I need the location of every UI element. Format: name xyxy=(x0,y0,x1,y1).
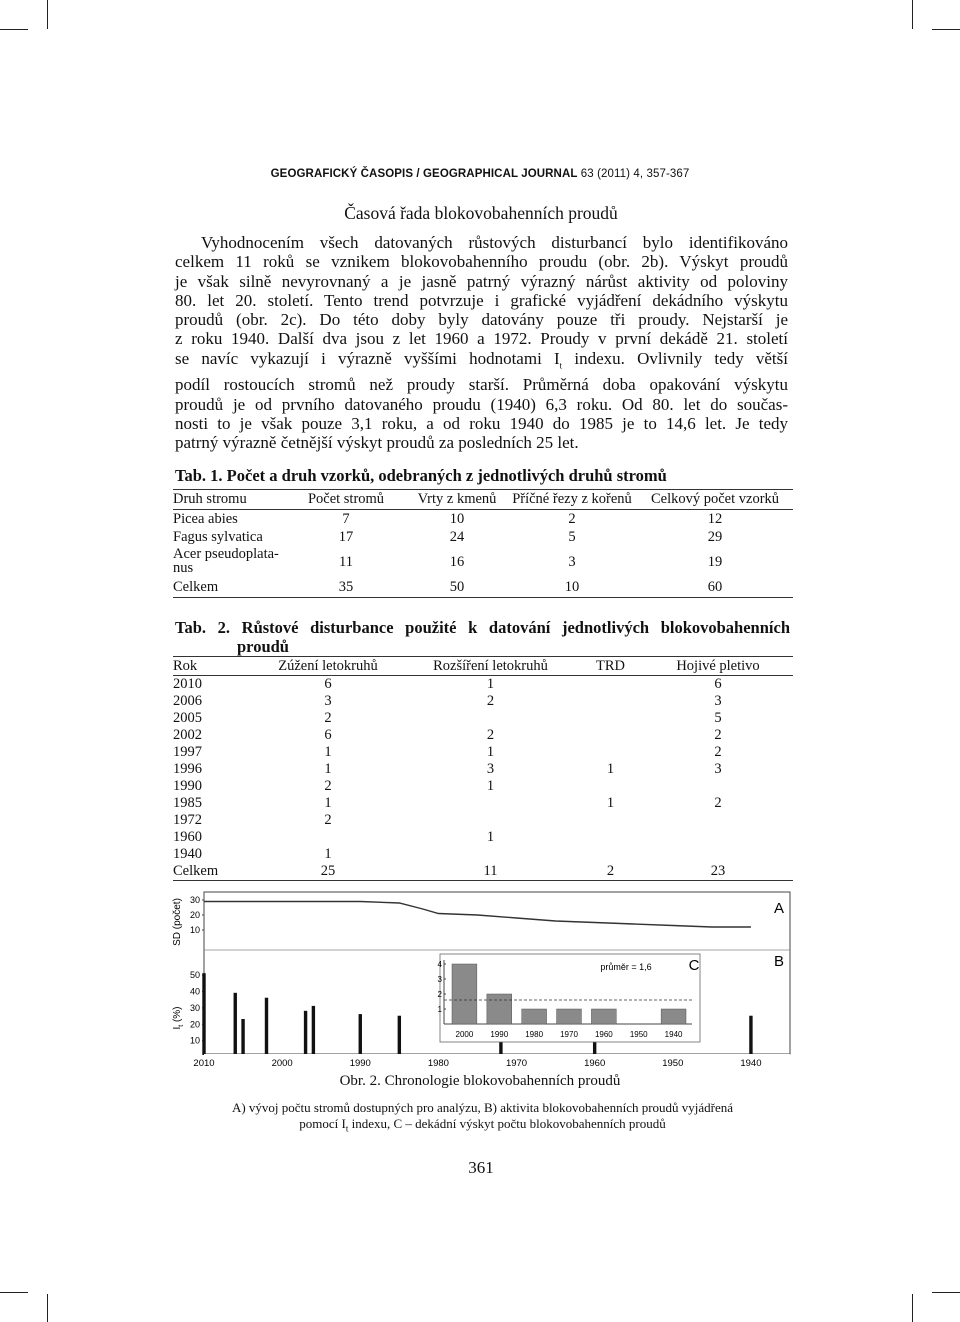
running-header xyxy=(0,168,960,180)
table-cell xyxy=(403,710,578,727)
table-row xyxy=(173,676,793,694)
y-tick-label-b: 10 xyxy=(189,1035,200,1046)
table-cell: 1990 xyxy=(173,778,202,794)
table1-caption: Tab. 1. Počet a druh vzorků, odebraných z jednotlivých druhů stromů xyxy=(175,466,667,485)
decade-bar xyxy=(557,1009,582,1024)
decade-bar xyxy=(591,1009,616,1024)
table-cell: 1996 xyxy=(173,761,202,777)
table-row xyxy=(173,529,793,548)
table-header-cell: TRD xyxy=(578,657,643,676)
table-cell: 2 xyxy=(568,510,576,527)
table-cell: 1 xyxy=(324,761,332,777)
table-cell: 1 xyxy=(486,829,495,845)
table-cell: 2 xyxy=(324,710,332,726)
it-index-bar xyxy=(312,1006,315,1055)
table-row xyxy=(173,846,793,863)
table-cell xyxy=(578,829,643,846)
it-index-bar xyxy=(304,1011,307,1055)
table-cell: 2002 xyxy=(173,727,202,743)
table-cell: 2006 xyxy=(173,693,202,709)
table-cell xyxy=(578,676,643,694)
table-cell: Acer pseudoplata- nus xyxy=(173,546,279,576)
table-cell xyxy=(578,744,643,761)
table-cell: 3 xyxy=(714,761,722,777)
paragraph-line: nosti to je však pouze 3,1 roku, a od roku 1940 do 1985 je to 14,6 let. Je tedy xyxy=(175,414,788,434)
y-tick-label-b: 40 xyxy=(189,986,200,997)
table-cell: 10 xyxy=(507,578,637,597)
y-tick-label-b: 50 xyxy=(189,970,200,981)
panel-label-a: A xyxy=(773,900,785,917)
x-tick-label: 1970 xyxy=(505,1058,528,1069)
table-cell: 1 xyxy=(486,744,495,760)
table-header-cell: Vrty z kmenů xyxy=(407,490,507,510)
table1 xyxy=(173,489,793,598)
x-tick-label-c: 1960 xyxy=(594,1030,613,1039)
table-row xyxy=(173,578,793,597)
table-cell: 25 xyxy=(253,863,403,881)
table-cell: 1 xyxy=(324,795,332,811)
it-index-bar xyxy=(749,1016,752,1055)
inset-c-frame xyxy=(437,954,700,1042)
table-cell: 1 xyxy=(486,778,495,794)
table-cell: 11 xyxy=(339,554,353,570)
it-index-bar xyxy=(359,1014,362,1055)
table-cell: 60 xyxy=(637,578,793,597)
table-cell: 23 xyxy=(643,863,793,881)
table-cell: 1 xyxy=(606,761,615,777)
x-tick-label-c: 1950 xyxy=(629,1030,648,1039)
table-cell: 3 xyxy=(714,693,722,709)
table-header-cell: Rozšíření letokruhů xyxy=(403,657,578,676)
table-cell: 2 xyxy=(486,693,495,709)
table-cell: Fagus sylvatica xyxy=(173,529,263,546)
table-cell: Picea abies xyxy=(173,510,238,527)
table-cell: 2005 xyxy=(173,710,202,726)
paragraph-line: podíl rostoucích stromů než proudy starší. Průměrná doba opakování výskytu xyxy=(175,375,788,395)
mean-annotation: průměr = 1,6 xyxy=(600,962,652,972)
table-cell: 1 xyxy=(324,846,332,862)
y-tick-label-c: 2 xyxy=(437,990,442,999)
table-header-cell: Příčné řezy z kořenů xyxy=(507,490,637,510)
paragraph-line: 80. let 20. století. Tento trend potvrzuje i grafické vyjádření dekádního výskytu xyxy=(175,290,788,310)
body-paragraph xyxy=(175,233,788,453)
table-cell xyxy=(643,812,793,829)
table-cell: 1985 xyxy=(173,795,202,811)
x-tick-label-c: 2000 xyxy=(455,1030,474,1039)
x-tick-label: 1940 xyxy=(740,1058,762,1069)
section-title: Časová řada blokovobahenních proudů xyxy=(344,203,618,223)
table2-caption: Tab. 2. Růstové disturbance použité k datování jednotlivých blokovobahenních proudů xyxy=(175,618,790,656)
journal-ref: 63 (2011) 4, 357-367 xyxy=(580,168,690,180)
y-axis-label-b: $I_t$ (%) xyxy=(172,1006,185,1030)
y-tick-label-c: 4 xyxy=(437,960,442,969)
table-cell: 3 xyxy=(568,554,576,570)
table-cell: 1972 xyxy=(173,812,202,828)
table-cell: 2 xyxy=(714,744,722,760)
table-cell: Celkem xyxy=(173,578,285,597)
journal-name: GEOGRAFICKÝ ČASOPIS / GEOGRAPHICAL JOURNAL xyxy=(270,168,578,180)
table-cell: 5 xyxy=(568,529,576,546)
it-index-bar xyxy=(241,1019,244,1055)
figure-caption: Obr. 2. Chronologie blokovobahenních proudů xyxy=(339,1073,621,1089)
panel-label-c: C xyxy=(688,957,700,974)
table-row xyxy=(173,795,793,812)
x-tick-label: 1980 xyxy=(427,1058,449,1069)
table-cell: 50 xyxy=(407,578,507,597)
table2 xyxy=(173,656,793,881)
table-header-cell: Hojivé pletivo xyxy=(643,657,793,676)
table-cell xyxy=(643,846,793,863)
table-cell: 2 xyxy=(714,795,722,811)
table-cell xyxy=(253,829,403,846)
table-cell: 35 xyxy=(285,578,407,597)
paragraph-line: je však silně nevyrovnaný a je jasně patrný výrazný nárůst aktivity od poloviny xyxy=(175,271,788,291)
table-row xyxy=(173,744,793,761)
table-cell: 1997 xyxy=(173,744,202,760)
page-number: 361 xyxy=(468,1158,494,1177)
table-row xyxy=(173,778,793,795)
y-axis-label-a: SD (počet) xyxy=(172,898,183,946)
x-tick-label: 2010 xyxy=(193,1058,215,1069)
table-cell xyxy=(643,778,793,795)
it-index-bar xyxy=(398,1016,401,1055)
table-cell: 2 xyxy=(324,812,332,828)
table-row xyxy=(173,761,793,778)
it-index-bar xyxy=(202,973,205,1055)
trees-available-line xyxy=(204,902,751,928)
table-cell: 2 xyxy=(486,727,495,743)
table-cell: 7 xyxy=(342,510,350,527)
table-cell: 1 xyxy=(486,676,495,692)
table-cell: 2 xyxy=(578,863,643,881)
x-tick-label-c: 1970 xyxy=(560,1030,578,1039)
y-tick-label-b: 30 xyxy=(189,1002,200,1013)
figure-description: A) vývoj počtu stromů dostupných pro analýzu, B) aktivita blokovobahenních proudů vyjádřená pomocí $I_t$ indexu, C – dekádní výskyt počtu blokovobahenních proudů xyxy=(231,1100,734,1134)
paragraph-line: celkem 11 roků se vznikem blokovobahenního proudu (obr. 2b). Výskyt proudů xyxy=(175,252,788,272)
table-row xyxy=(173,829,793,846)
panel-label-b: B xyxy=(773,953,785,970)
y-tick-label-b: 20 xyxy=(189,1019,200,1030)
table-cell xyxy=(578,710,643,727)
table-header-cell: Rok xyxy=(173,657,253,676)
decade-bar xyxy=(452,964,477,1024)
table-cell: 2 xyxy=(324,778,332,794)
table-cell: 1 xyxy=(324,744,332,760)
table-cell: 2010 xyxy=(173,676,202,692)
paragraph-line: Vyhodnocením všech datovaných růstových disturbancí bylo identifikováno xyxy=(201,233,788,252)
table-row xyxy=(173,693,793,710)
table-row xyxy=(173,710,793,727)
table-cell xyxy=(578,812,643,829)
table-cell: 6 xyxy=(324,676,332,692)
table-row xyxy=(173,863,793,881)
it-index-bar xyxy=(234,993,237,1055)
x-tick-label-c: 1940 xyxy=(664,1030,683,1039)
table-cell xyxy=(578,778,643,795)
table-cell xyxy=(578,727,643,744)
table-cell xyxy=(403,846,578,863)
table-cell xyxy=(578,846,643,863)
table-row xyxy=(173,547,793,578)
paragraph-line: patrný výrazně četnější výskyt proudů za posledních 25 let. xyxy=(175,433,579,453)
table-cell: 6 xyxy=(714,676,722,692)
x-tick-label: 1990 xyxy=(349,1058,371,1069)
y-tick-label-a: 30 xyxy=(189,895,200,905)
table-header-cell: Počet stromů xyxy=(285,490,407,510)
x-tick-label: 2000 xyxy=(271,1058,293,1069)
paragraph-line: proudů (obr. 2c). Do této doby byly datovány pouze tři proudy. Nejstarší je xyxy=(175,310,788,330)
chronology-chart xyxy=(168,890,798,1070)
x-tick-label: 1960 xyxy=(584,1058,606,1069)
decade-bar xyxy=(487,994,512,1024)
figure-2 xyxy=(168,890,798,1075)
table-row xyxy=(173,812,793,829)
table-cell: 19 xyxy=(707,554,723,570)
table-cell xyxy=(643,829,793,846)
table-cell xyxy=(578,693,643,710)
table-cell: 3 xyxy=(324,693,332,709)
table-cell: 3 xyxy=(486,761,495,777)
x-tick-label: 1950 xyxy=(662,1058,684,1069)
table-cell: 29 xyxy=(707,529,723,546)
table-cell: 16 xyxy=(449,554,465,570)
it-index-bar xyxy=(265,998,268,1055)
table-row xyxy=(173,510,793,529)
table-cell: 6 xyxy=(324,727,332,743)
table-cell: 11 xyxy=(403,863,578,881)
y-tick-label-c: 1 xyxy=(437,1005,442,1014)
table-cell xyxy=(403,795,578,812)
table-cell: 24 xyxy=(449,529,465,546)
table-cell: 12 xyxy=(707,510,723,527)
table-row xyxy=(173,727,793,744)
y-tick-label-a: 10 xyxy=(189,925,200,935)
table-cell: 2 xyxy=(714,727,722,743)
paragraph-line: z roku 1940. Další dva jsou z let 1960 a 1972. Proudy v první dekádě 21. století xyxy=(175,329,788,349)
table-header-cell: Druh stromu xyxy=(173,490,285,510)
table-cell: 17 xyxy=(338,529,354,546)
y-tick-label-c: 3 xyxy=(437,975,442,984)
table-header-cell: Zúžení letokruhů xyxy=(253,657,403,676)
decade-bar xyxy=(661,1009,686,1024)
table-cell: Celkem xyxy=(173,863,253,881)
table-cell: 5 xyxy=(714,710,722,726)
table-cell: 10 xyxy=(449,510,465,527)
y-tick-label-a: 20 xyxy=(189,910,200,920)
table-cell: 1960 xyxy=(173,829,202,845)
x-tick-label-c: 1990 xyxy=(490,1030,509,1039)
x-tick-label-c: 1980 xyxy=(525,1030,544,1039)
table-cell: 1 xyxy=(606,795,615,811)
table-cell xyxy=(403,812,578,829)
table-cell: 1940 xyxy=(173,846,202,862)
paragraph-line: se navíc vykazují i výrazně vyššími hodnotami $I_t$ indexu. Ovlivnily tedy větší xyxy=(175,348,788,371)
table-header-cell: Celkový počet vzorků xyxy=(637,490,793,510)
decade-bar xyxy=(522,1009,547,1024)
paragraph-line: proudů je od prvního datovaného proudu (1940) 6,3 roku. Od 80. let do součas- xyxy=(175,394,788,414)
